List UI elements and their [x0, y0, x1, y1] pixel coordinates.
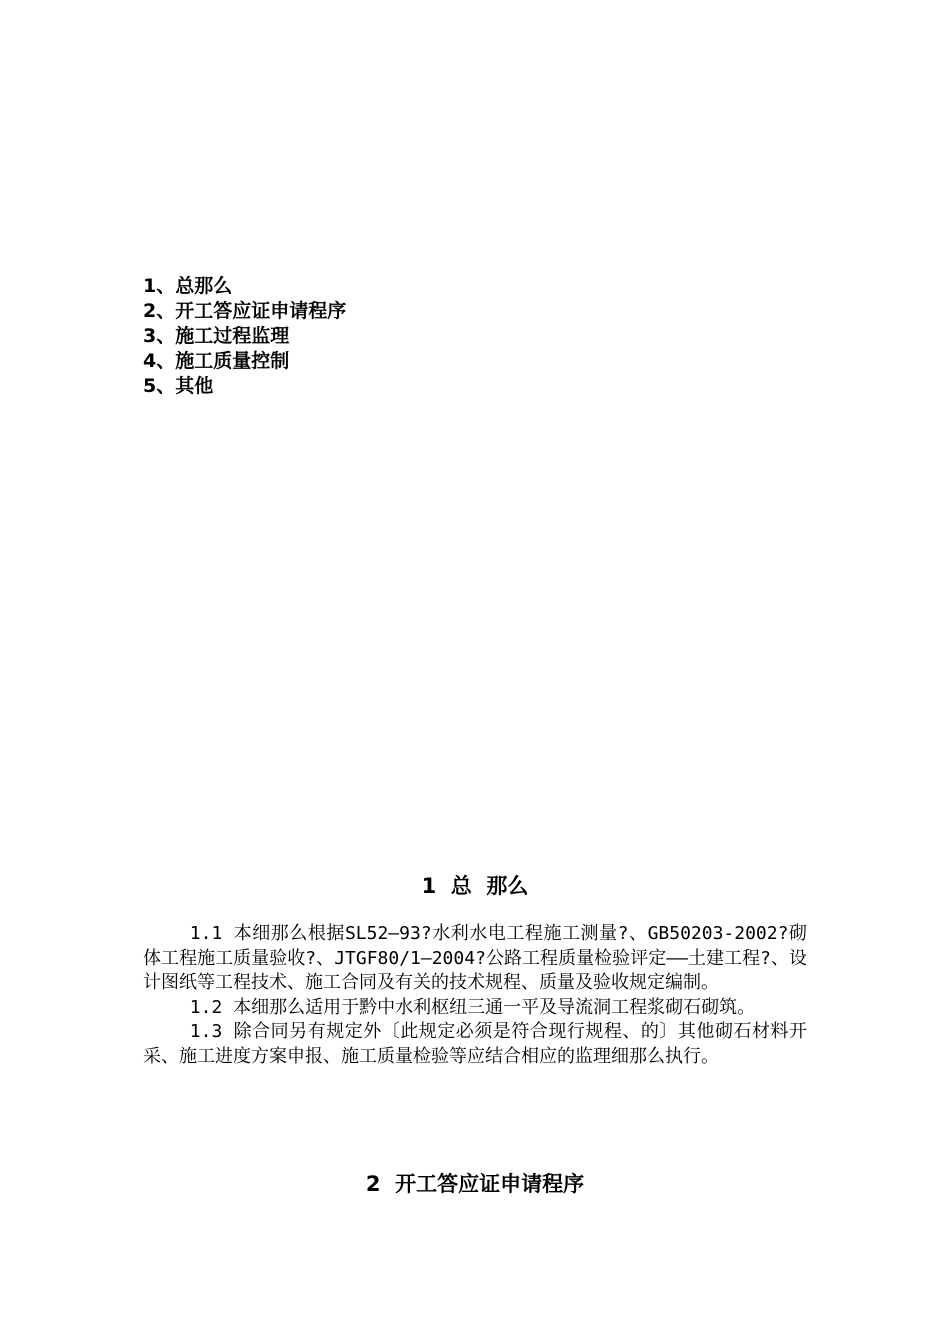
section-1-title: 1 总 那么 [421, 874, 529, 898]
paragraph-1-2: 1.2 本细那么适用于黔中水利枢纽三通一平及导流洞工程浆砌石砌筑。 [189, 996, 756, 1018]
toc-item: 3、施工过程监理 [143, 325, 290, 347]
table-of-contents [143, 274, 346, 399]
toc-item: 4、施工质量控制 [143, 350, 290, 372]
section-1-body [143, 922, 807, 1069]
paragraph-1-3: 1.3 除合同另有规定外〔此规定必须是符合现行规程、的〕其他砌石材料开采、施工进度方案申报、施工质量检验等应结合相应的监理细那么执行。 [143, 1021, 807, 1067]
paragraph-1-1: 1.1 本细那么根据SL52—93?水利水电工程施工测量?、GB50203-2002?砌体工程施工质量验收?、JTGF80/1—2004?公路工程质量检验评定——土建工程?、设计图纸等工程技术、施工合同及有关的技术规程、质量及验收规定编制。 [143, 923, 807, 993]
toc-item: 5、其他 [143, 375, 214, 397]
section-2-title: 2 开工答应证申请程序 [365, 1172, 585, 1196]
toc-item: 2、开工答应证申请程序 [143, 300, 347, 322]
toc-item: 1、总那么 [143, 275, 233, 297]
